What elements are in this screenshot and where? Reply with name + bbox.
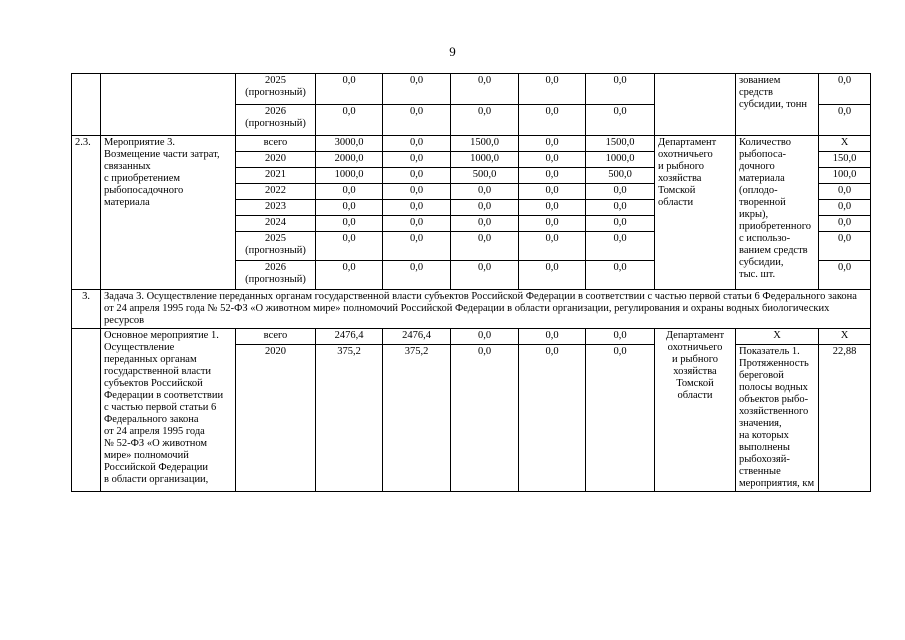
value-cell: 0,0 bbox=[519, 136, 586, 152]
value-cell: 0,0 bbox=[451, 329, 519, 345]
year-cell: 2026 (прогнозный) bbox=[236, 105, 316, 136]
year-cell: 2020 bbox=[236, 152, 316, 168]
indicator-value-cell: 100,0 bbox=[819, 168, 871, 184]
value-cell: 0,0 bbox=[519, 232, 586, 261]
indicator-value-cell: 22,88 bbox=[819, 345, 871, 492]
table-row bbox=[72, 74, 871, 105]
year-cell: 2026 (прогнозный) bbox=[236, 261, 316, 290]
value-cell: 0,0 bbox=[316, 216, 383, 232]
value-cell: 0,0 bbox=[316, 184, 383, 200]
value-cell: 1500,0 bbox=[586, 136, 655, 152]
value-cell: 0,0 bbox=[451, 105, 519, 136]
event-name: Мероприятие 3. Возмещение части затрат, связанных с приобретением рыбопосадочного материала bbox=[101, 136, 236, 290]
value-cell: 0,0 bbox=[519, 105, 586, 136]
value-cell: 0,0 bbox=[383, 74, 451, 105]
year-cell: 2020 bbox=[236, 345, 316, 492]
value-cell: 0,0 bbox=[519, 329, 586, 345]
value-cell: 0,0 bbox=[519, 168, 586, 184]
value-cell: 500,0 bbox=[451, 168, 519, 184]
indicator-value-cell: 0,0 bbox=[819, 232, 871, 261]
executor-cell: Департамент охотничьего и рыбного хозяйства Томской области bbox=[655, 136, 736, 290]
task-row bbox=[72, 290, 871, 329]
value-cell: 2476,4 bbox=[383, 329, 451, 345]
value-cell: 0,0 bbox=[586, 105, 655, 136]
value-cell: 3000,0 bbox=[316, 136, 383, 152]
value-cell: 0,0 bbox=[383, 152, 451, 168]
indicator-value-cell: 0,0 bbox=[819, 216, 871, 232]
task-text: Задача 3. Осуществление переданных органам государственной власти субъектов Российской Федерации в соответствии с частью первой статьи 6 Федерального закона от 24 апреля 1995 года № 52-ФЗ «О животном мире» полномочий Российской Федерации в области организации, регулирования и охраны водных биологических ресурсов bbox=[101, 290, 871, 329]
year-cell: 2023 bbox=[236, 200, 316, 216]
indicator-name: Показатель 1. Протяженность береговой полосы водных объектов рыбо- хозяйственного значения, на которых выполнены рыбохозяй- ственные мероприятия, км bbox=[736, 345, 819, 492]
value-cell: 0,0 bbox=[383, 168, 451, 184]
number-cell bbox=[72, 74, 101, 136]
value-cell: 0,0 bbox=[586, 345, 655, 492]
value-cell: 0,0 bbox=[519, 200, 586, 216]
value-cell: 0,0 bbox=[519, 261, 586, 290]
program-table bbox=[71, 73, 871, 492]
indicator-cell: зованием средств субсидии, тонн bbox=[736, 74, 819, 136]
value-cell: 0,0 bbox=[383, 184, 451, 200]
value-cell: 0,0 bbox=[586, 261, 655, 290]
indicator-value-cell: 0,0 bbox=[819, 200, 871, 216]
year-cell: всего bbox=[236, 329, 316, 345]
value-cell: 375,2 bbox=[316, 345, 383, 492]
value-cell: 0,0 bbox=[519, 74, 586, 105]
value-cell: 0,0 bbox=[316, 232, 383, 261]
value-cell: 0,0 bbox=[383, 261, 451, 290]
value-cell: 1000,0 bbox=[316, 168, 383, 184]
indicator-value-cell: 0,0 bbox=[819, 261, 871, 290]
indicator-name: Х bbox=[736, 329, 819, 345]
value-cell: 0,0 bbox=[316, 105, 383, 136]
year-cell: всего bbox=[236, 136, 316, 152]
value-cell: 0,0 bbox=[451, 345, 519, 492]
value-cell: 0,0 bbox=[383, 216, 451, 232]
table-row bbox=[72, 136, 871, 152]
value-cell: 0,0 bbox=[451, 184, 519, 200]
value-cell: 0,0 bbox=[586, 74, 655, 105]
year-cell: 2025 (прогнозный) bbox=[236, 232, 316, 261]
value-cell: 0,0 bbox=[586, 232, 655, 261]
value-cell: 0,0 bbox=[383, 200, 451, 216]
indicator-value-cell: Х bbox=[819, 136, 871, 152]
page-number: 9 bbox=[449, 44, 456, 59]
event-name-cell bbox=[101, 74, 236, 136]
value-cell: 0,0 bbox=[383, 136, 451, 152]
year-cell: 2022 bbox=[236, 184, 316, 200]
year-cell: 2021 bbox=[236, 168, 316, 184]
value-cell: 0,0 bbox=[451, 74, 519, 105]
value-cell: 0,0 bbox=[451, 200, 519, 216]
value-cell: 500,0 bbox=[586, 168, 655, 184]
value-cell: 0,0 bbox=[586, 200, 655, 216]
value-cell: 0,0 bbox=[586, 184, 655, 200]
executor-cell bbox=[655, 74, 736, 136]
value-cell: 0,0 bbox=[316, 74, 383, 105]
year-cell: 2024 bbox=[236, 216, 316, 232]
value-cell: 0,0 bbox=[519, 216, 586, 232]
value-cell: 0,0 bbox=[451, 232, 519, 261]
value-cell: 0,0 bbox=[519, 184, 586, 200]
value-cell: 375,2 bbox=[383, 345, 451, 492]
executor-cell: Департамент охотничьего и рыбного хозяйства Томской области bbox=[655, 329, 736, 492]
value-cell: 1000,0 bbox=[586, 152, 655, 168]
indicator-value-cell: 0,0 bbox=[819, 184, 871, 200]
indicator-value-cell: Х bbox=[819, 329, 871, 345]
value-cell: 1000,0 bbox=[451, 152, 519, 168]
number-cell bbox=[72, 329, 101, 492]
value-cell: 0,0 bbox=[586, 216, 655, 232]
table-row bbox=[72, 329, 871, 345]
value-cell: 0,0 bbox=[316, 261, 383, 290]
value-cell: 0,0 bbox=[451, 216, 519, 232]
value-cell: 0,0 bbox=[519, 152, 586, 168]
task-number: 3. bbox=[72, 290, 101, 329]
indicator-value-cell: 0,0 bbox=[819, 105, 871, 136]
value-cell: 0,0 bbox=[451, 261, 519, 290]
value-cell: 2476,4 bbox=[316, 329, 383, 345]
value-cell: 0,0 bbox=[383, 105, 451, 136]
year-cell: 2025 (прогнозный) bbox=[236, 74, 316, 105]
main-event-name: Основное мероприятие 1. Осуществление переданных органам государственной власти субъектов Российской Федерации в соответствии с частью первой статьи 6 Федерального закона от 24 апреля 1995 года № 52-ФЗ «О животном мире» полномочий Российской Федерации в области организации, bbox=[101, 329, 236, 492]
value-cell: 0,0 bbox=[316, 200, 383, 216]
value-cell: 1500,0 bbox=[451, 136, 519, 152]
value-cell: 0,0 bbox=[383, 232, 451, 261]
value-cell: 0,0 bbox=[586, 329, 655, 345]
value-cell: 0,0 bbox=[519, 345, 586, 492]
indicator-value-cell: 0,0 bbox=[819, 74, 871, 105]
indicator-name: Количество рыбопоса- дочного материала (оплодо- творенной икры), приобретенного с использо- ванием средств субсидии, тыс. шт. bbox=[736, 136, 819, 290]
indicator-value-cell: 150,0 bbox=[819, 152, 871, 168]
section-number: 2.3. bbox=[72, 136, 101, 290]
value-cell: 2000,0 bbox=[316, 152, 383, 168]
